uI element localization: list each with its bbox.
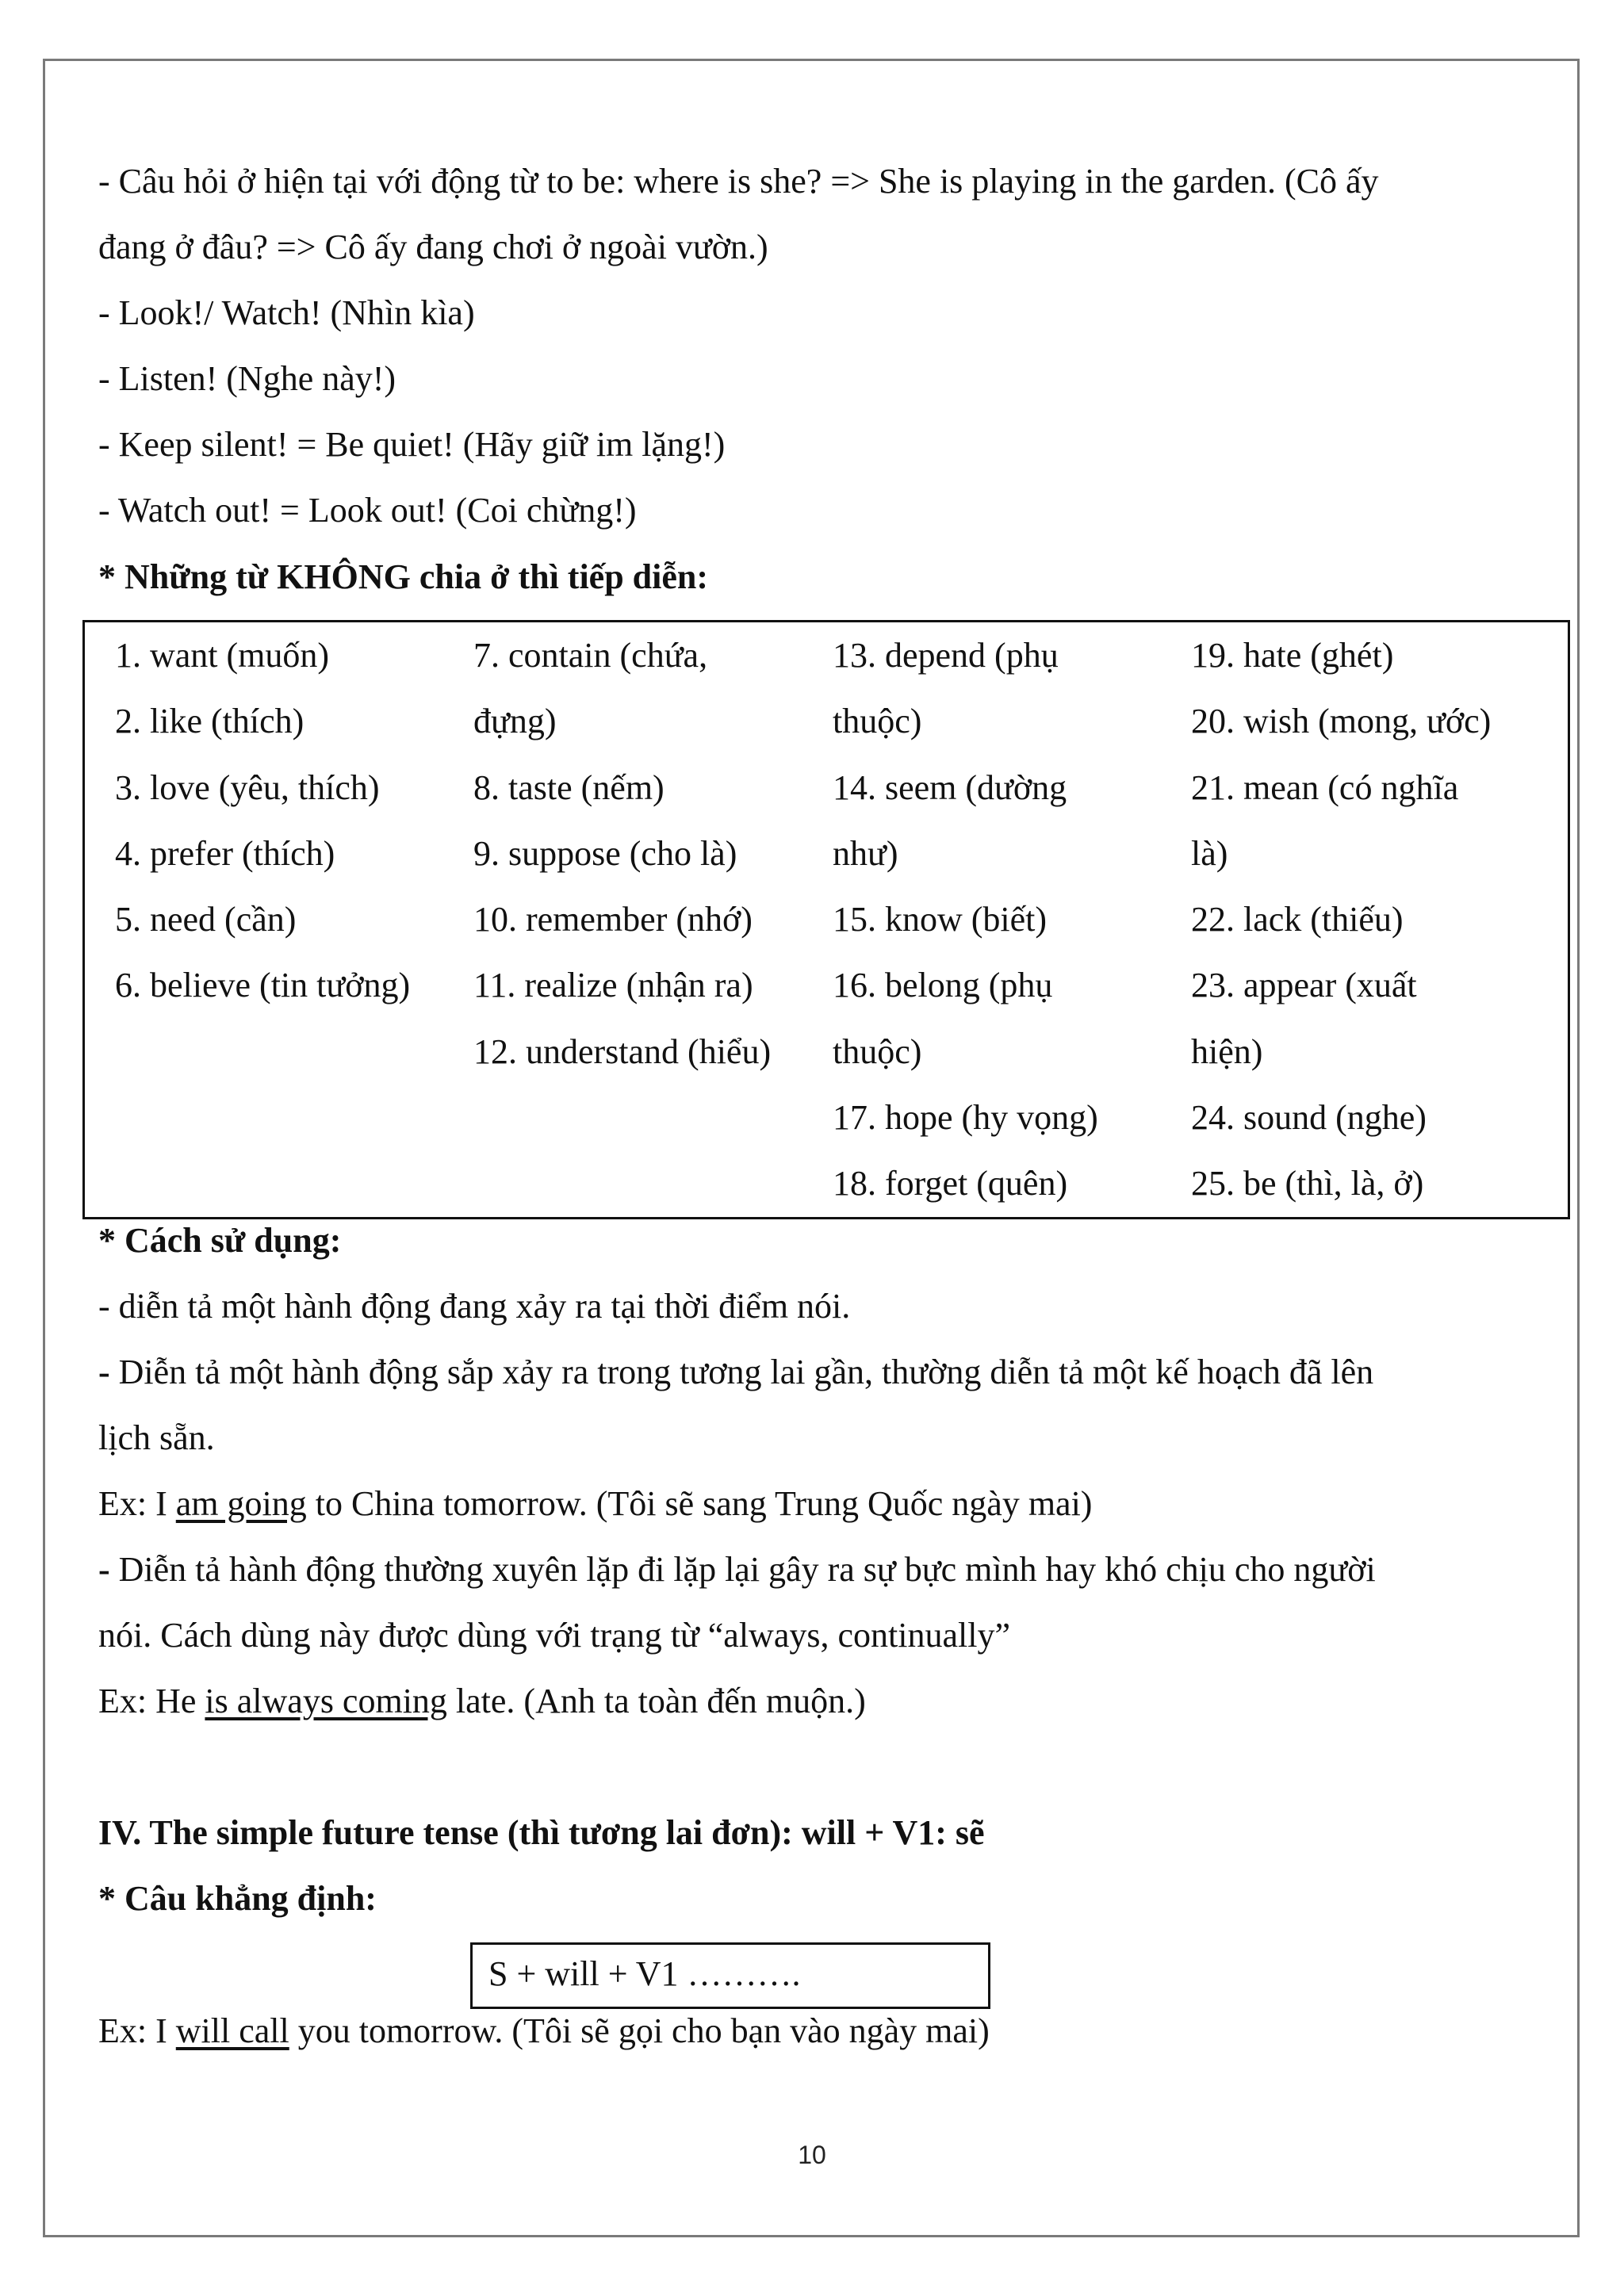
text-span: Ex: He [98, 1682, 205, 1720]
text-span: Diễn tả một hành động sắp xảy ra trong tương lai gần, thường diễn tả một kế hoạch đã lên [109, 1353, 1374, 1391]
verb-item: thuộc) [833, 702, 922, 741]
verb-item: 10. remember (nhớ) [473, 900, 753, 939]
text-line [98, 1339, 1373, 1406]
text-span: Ex: I [98, 2011, 176, 2050]
verb-item: hiện) [1191, 1031, 1263, 1071]
verb-item: 21. mean (có nghĩa [1191, 767, 1459, 807]
verbs-table [82, 620, 1570, 1219]
verb-item: 7. contain (chứa, [473, 636, 708, 675]
text-span: you tomorrow. (Tôi sẽ gọi cho bạn vào ngày mai) [289, 2011, 990, 2050]
text-line: - Listen! (Nghe này!) [98, 359, 396, 398]
text-line: nói. Cách dùng này được dùng với trạng từ “always, continually” [98, 1616, 1010, 1655]
underlined-verb: will call [175, 2011, 289, 2050]
verb-item: 20. wish (mong, ước) [1191, 702, 1492, 741]
text-line: - Câu hỏi ở hiện tại với động từ to be: where is she? => She is playing in the garden. (Cô ấy [98, 162, 1379, 201]
underlined-verb: am going [175, 1484, 307, 1523]
text-line: - Look!/ Watch! (Nhìn kìa) [98, 293, 475, 332]
verbs-column-4 [1191, 622, 1491, 1217]
verb-item: 25. be (thì, là, ở) [1191, 1164, 1424, 1203]
verb-item: 2. like (thích) [115, 702, 304, 741]
formula-box [470, 1942, 990, 2009]
verb-item: 18. forget (quên) [833, 1164, 1068, 1203]
verb-item: 17. hope (hy vọng) [833, 1098, 1098, 1138]
verb-item: 24. sound (nghe) [1191, 1098, 1427, 1138]
subsection-heading: * Câu khẳng định: [98, 1879, 377, 1918]
underlined-verb: is always coming [205, 1682, 447, 1720]
text-span: late. (Anh ta toàn đến muộn.) [446, 1682, 866, 1720]
verb-item: 9. suppose (cho là) [473, 833, 737, 873]
verb-item: 4. prefer (thích) [115, 833, 335, 873]
text-line: - Watch out! = Look out! (Coi chừng!) [98, 491, 637, 530]
verb-item: như) [833, 833, 898, 873]
text-span: Diễn tả hành động thường xuyên lặp đi lặp lại gây ra sự bực mình hay khó chịu cho người [109, 1550, 1376, 1589]
formula-text: S + will + V1 ………. [488, 1954, 801, 1993]
verbs-column-1 [115, 622, 410, 1019]
verb-item: 23. appear (xuất [1191, 966, 1417, 1005]
text-line: - diễn tả một hành động đang xảy ra tại thời điểm nói. [98, 1287, 851, 1326]
verb-item: đựng) [473, 702, 557, 741]
section-heading: IV. The simple future tense (thì tương lai đơn): will + V1: sẽ [98, 1813, 985, 1852]
verb-item: 16. belong (phụ [833, 966, 1053, 1005]
text-line: lịch sẵn. [98, 1418, 215, 1457]
verb-item: 15. know (biết) [833, 900, 1048, 939]
verb-item: thuộc) [833, 1031, 922, 1071]
verb-item: 8. taste (nếm) [473, 767, 665, 807]
text-span: Ex: I [98, 1484, 176, 1523]
page-number: 10 [798, 2141, 826, 2169]
verbs-column-2 [473, 622, 771, 1085]
verb-item: 11. realize (nhận ra) [473, 966, 753, 1005]
section-heading: * Cách sử dụng: [98, 1221, 342, 1260]
verb-item: 3. love (yêu, thích) [115, 767, 380, 807]
verb-item: 1. want (muốn) [115, 636, 330, 675]
dash-bold: - [98, 1353, 110, 1391]
text-span: to China tomorrow. (Tôi sẽ sang Trung Quốc ngày mai) [306, 1484, 1093, 1523]
verb-item: 12. understand (hiểu) [473, 1031, 772, 1071]
verb-item: là) [1191, 833, 1228, 873]
text-line: - Keep silent! = Be quiet! (Hãy giữ im lặng!) [98, 425, 726, 464]
example-line [98, 1668, 866, 1735]
verb-item: 5. need (cần) [115, 900, 297, 939]
text-line: đang ở đâu? => Cô ấy đang chơi ở ngoài vườn.) [98, 228, 768, 266]
verb-item: 14. seem (dường [833, 767, 1067, 807]
section-heading: * Những từ KHÔNG chia ở thì tiếp diễn: [98, 557, 709, 596]
example-line [98, 1471, 1092, 1537]
verb-item: 19. hate (ghét) [1191, 636, 1394, 675]
verb-item: 13. depend (phụ [833, 636, 1059, 675]
dash-bold: - [98, 1550, 110, 1589]
verb-item: 22. lack (thiếu) [1191, 900, 1404, 939]
verbs-column-3 [833, 622, 1098, 1217]
text-line [98, 1536, 1376, 1603]
verb-item: 6. believe (tin tưởng) [115, 966, 411, 1005]
